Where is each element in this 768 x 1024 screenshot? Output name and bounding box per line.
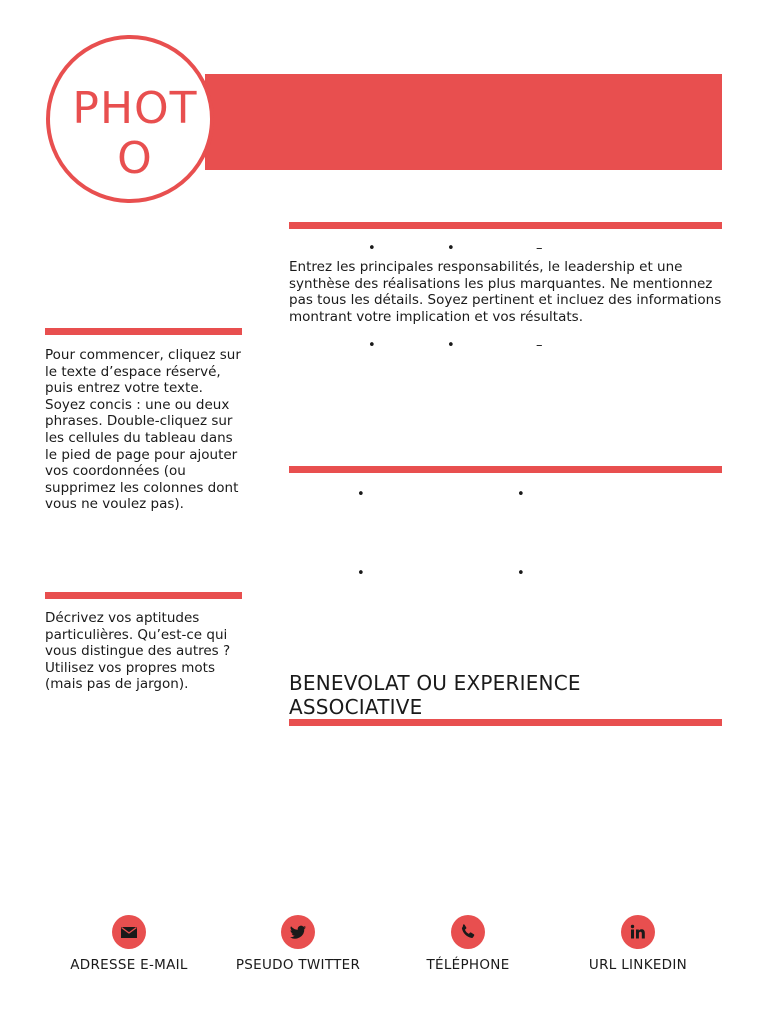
experience-description[interactable]: Entrez les principales responsabilités, le leadership et une synthèse des réalisations les plus marquantes. Ne mentionnez pas tous les détails. Soyez pertinent et incluez des informations montrant votre implication et vos résultats. <box>289 259 722 325</box>
contact-phone-label: TÉLÉPHONE <box>426 957 510 973</box>
bullet: • <box>447 338 455 353</box>
contact-email-label: ADRESSE E-MAIL <box>70 957 188 973</box>
bullet: • <box>357 566 365 581</box>
contact-linkedin[interactable] <box>553 915 723 973</box>
twitter-icon <box>281 915 315 949</box>
envelope-icon <box>112 915 146 949</box>
contact-phone[interactable] <box>383 915 553 973</box>
contact-twitter-label: PSEUDO TWITTER <box>235 957 361 973</box>
bullet: • <box>517 566 525 581</box>
skills-divider <box>45 592 242 599</box>
objective-divider <box>45 328 242 335</box>
phone-icon <box>451 915 485 949</box>
linkedin-icon <box>621 915 655 949</box>
header-banner <box>205 74 722 170</box>
dash: – <box>536 241 543 256</box>
contact-twitter[interactable] <box>213 915 383 973</box>
contact-email[interactable] <box>44 915 214 973</box>
dash: – <box>536 338 543 353</box>
skills-text[interactable]: Décrivez vos aptitudes particulières. Qu’est-ce qui vous distingue des autres ? Utilisez vos propres mots (mais pas de jargon). <box>45 610 231 693</box>
volunteering-divider <box>289 719 722 726</box>
objective-text[interactable]: Pour commencer, cliquez sur le texte d’espace réservé, puis entrez votre texte. Soyez concis : une ou deux phrases. Double-cliquez sur les cellules du tableau dans le pied de page pour ajouter vos coordonnées (ou supprimez les colonnes dont vous ne voulez pas). <box>45 347 241 513</box>
bullet: • <box>368 338 376 353</box>
contact-linkedin-label: URL LINKEDIN <box>588 957 688 973</box>
bullet: • <box>357 487 365 502</box>
volunteering-heading[interactable]: BENEVOLAT OU EXPERIENCE ASSOCIATIVE <box>289 671 581 719</box>
bullet: • <box>368 241 376 256</box>
bullet: • <box>447 241 455 256</box>
bullet: • <box>517 487 525 502</box>
photo-placeholder-label: PHOTO <box>72 83 198 184</box>
education-divider <box>289 466 722 473</box>
experience-divider <box>289 222 722 229</box>
